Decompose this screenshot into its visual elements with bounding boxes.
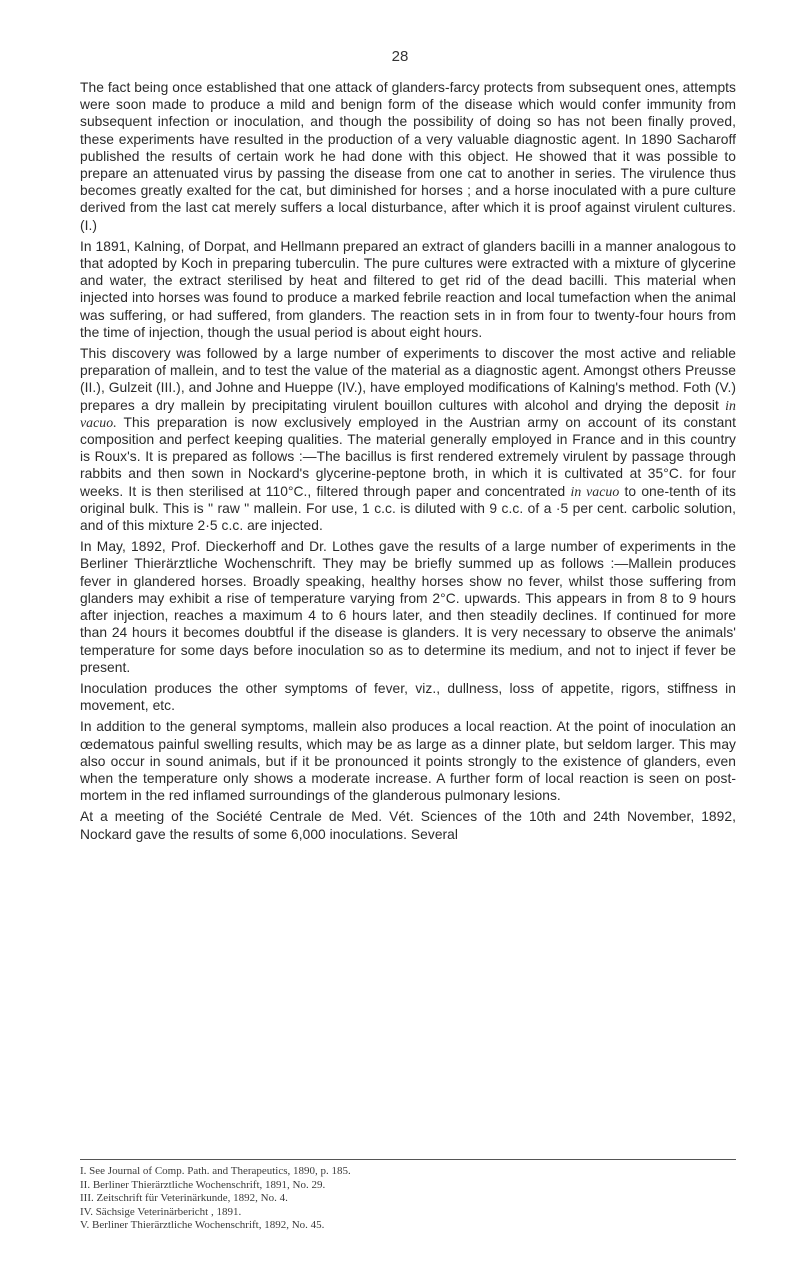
paragraph-text-segment: This discovery was followed by a large number of experiments to discover the most active and reliable preparation of mallein, and to test the value of the material as a diagnostic agent. Amongst others Preusse (II.), Gulzeit (III.), and Johne and Hueppe (IV.), have employed modifications of Kalning's method. Foth (V.) prepares a dry mallein by precipitating virulent bouillon cultures with alcohol and drying the deposit: [80, 346, 736, 413]
footnote: I. See Journal of Comp. Path. and Therapeutics, 1890, p. 185.: [80, 1165, 351, 1177]
paragraph-dieckerhoff: In May, 1892, Prof. Dieckerhoff and Dr. Lothes gave the results of a large number of experiments in the Berliner Thierärztliche Wochenschrift. They may be briefly summed up as follows :—Mallein produces fever in glandered horses. Broadly speaking, healthy horses show no fever, whilst those suffering from glanders may exhibit a rise of temperature varying from 2°C. upwards. This appears in from 8 to 9 hours after injection, reaches a maximum 4 to 6 hours later, and then steadily declines. If continued for more than 24 hours it becomes doubtful if the disease is glanders. It is very necessary to observe the animals' temperature for some days before inoculation so as to determine its medium, and not to inject if fever be present.: [80, 539, 736, 675]
paragraph-text-segment: to one-tenth of its original bulk. This is " raw " mallein. For use, 1 c.c. is diluted with 9 c.c. of a ·5 per cent. carbolic solution, and of this mixture 2·5 c.c. are injected.: [80, 483, 736, 534]
paragraph-inoculation-symptoms: Inoculation produces the other symptoms of fever, viz., dullness, loss of appetite, rigors, stiffness in movement, etc.: [80, 680, 736, 714]
body-text: [80, 79, 736, 847]
footnote: IV. Sächsige Veterinärbericht , 1891.: [80, 1205, 242, 1218]
paragraph-text-segment: This preparation is now exclusively employed in the Austrian army on account of its constant composition and perfect keeping qualities. The material generally employed in France and in this country is Roux's. It is prepared as follows :—The bacillus is first rendered extremely virulent by passage through rabbits and then sown in Nockard's glycerine-peptone broth, in which it is cultivated at 35°C. for four weeks. It is then sterilised at 110°C., filtered through paper and concentrated: [80, 414, 736, 499]
paragraph-nockard: At a meeting of the Société Centrale de Med. Vét. Sciences of the 10th and 24th November, 1892, Nockard gave the results of some 6,000 inoculations. Several: [80, 809, 736, 842]
page-number: 28: [391, 48, 409, 65]
paragraph-kalning: In 1891, Kalning, of Dorpat, and Hellmann prepared an extract of glanders bacilli in a manner analogous to that adopted by Koch in preparing tuberculin. The pure cultures were extracted with a mixture of glycerine and water, the extract sterilised by heat and filtered to get rid of the dead bacilli. This material when injected into horses was found to produce a marked febrile reaction and local tumefaction when the animal was suffering, or had suffered, from glanders. The reaction sets in in from four to twenty-four hours from the time of injection, though the usual period is about eight hours.: [80, 238, 736, 340]
footnote: III. Zeitschrift für Veterinärkunde, 1892, No. 4.: [80, 1192, 288, 1205]
footnote: V. Berliner Thierärztliche Wochenschrift, 1892, No. 45.: [80, 1219, 325, 1232]
paragraph-local-reaction: In addition to the general symptoms, mallein also produces a local reaction. At the point of inoculation an œdematous painful swelling results, which may be as large as a dinner plate, but seldom larger. This may also occur in sound animals, but if it be pronounced it points strongly to the existence of glanders, even when the temperature only shows a moderate increase. A further form of local reaction is seen on post-mortem in the red inflamed surroundings of the glanderous pulmonary lesions.: [80, 719, 736, 804]
footnote-divider: [80, 1159, 736, 1160]
italic-phrase: in vacuo.: [80, 397, 736, 430]
paragraph-mallein-preparation: [80, 345, 736, 534]
italic-phrase: in vacuo: [570, 483, 620, 499]
footnote: II. Berliner Thierärztliche Wochenschrift, 1891, No. 29.: [80, 1178, 326, 1191]
paragraph-sacharoff: The fact being once established that one attack of glanders-farcy protects from subsequent ones, attempts were soon made to produce a mild and benign form of the disease which would confer immunity from subsequent infection or inoculation, and though the possibility of doing so has not been finally proved, these experiments have resulted in the production of a very valuable diagnostic agent. In 1890 Sacharoff published the results of certain work he had done with this object. He showed that it was possible to prepare an attenuated virus by passing the disease from one cat to another in series. The virulence thus becomes greatly exalted for the cat, but diminished for horses ; and a horse inoculated with a pure culture derived from the last cat merely suffers a local disturbance, after which it is proof against virulent cultures. (I.): [80, 80, 736, 233]
footnotes: [80, 1165, 736, 1233]
